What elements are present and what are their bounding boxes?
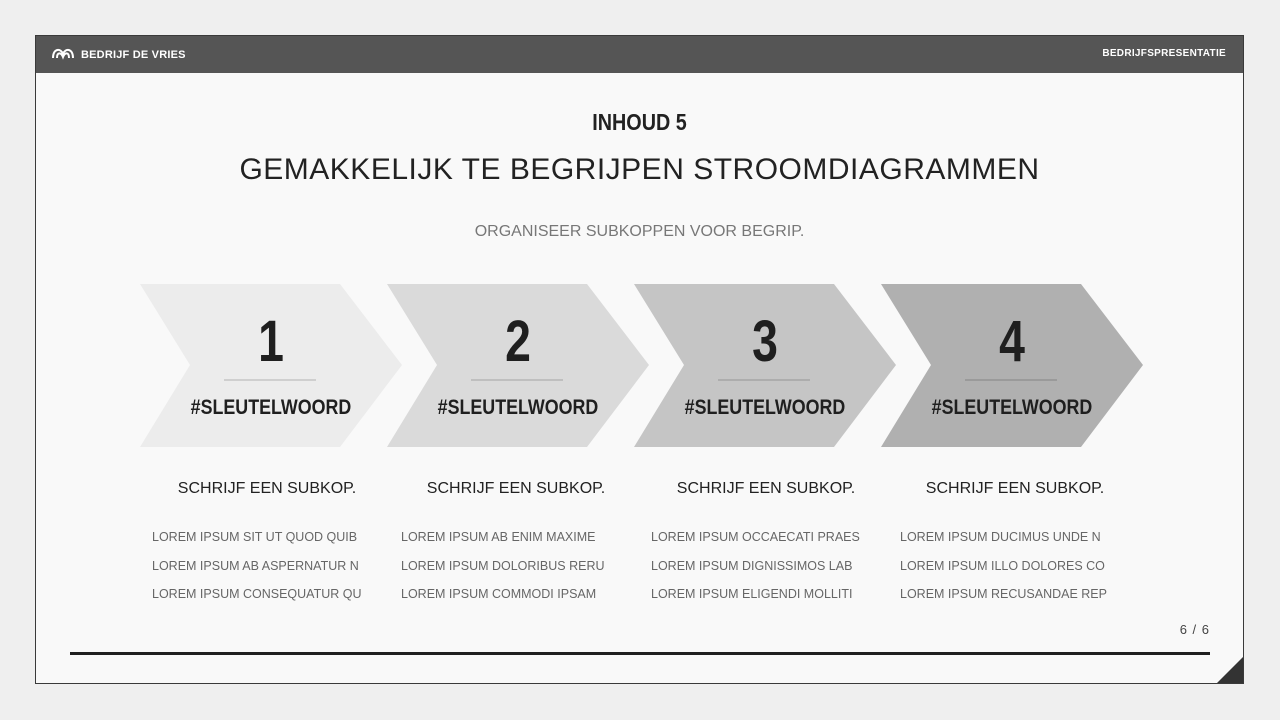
column-text-line: LOREM IPSUM COMMODI IPSAM [401,587,597,601]
column-text-line: LOREM IPSUM ELIGENDI MOLLITI [651,587,853,601]
infinity-loop-icon [51,44,75,65]
column-text-line: LOREM IPSUM ILLO DOLORES CO [900,558,1105,573]
column-subheading: SCHRIJF EEN SUBKOP. [426,480,606,497]
step-keyword: #SLEUTELWOORD [684,396,846,419]
step-keyword: #SLEUTELWOORD [190,396,352,419]
chapter-label: INHOUD 5 [592,109,687,135]
step-keyword: #SLEUTELWOORD [437,396,599,419]
column-text-line: LOREM IPSUM CONSEQUATUR QU [152,587,362,601]
flow-step-2 [387,284,649,447]
column-subheading: SCHRIJF EEN SUBKOP. [925,480,1105,497]
text-column-2 [401,480,631,609]
column-text-line: LOREM IPSUM AB ASPERNATUR N [152,558,359,573]
column-subheading: SCHRIJF EEN SUBKOP. [177,480,357,497]
slide-title: GEMAKKELIJK TE BEGRIJPEN STROOMDIAGRAMMEN [239,153,1040,186]
column-text-line: LOREM IPSUM AB ENIM MAXIME [401,530,596,544]
column-text-line: LOREM IPSUM RECUSANDAE REP [900,587,1107,601]
top-bar [36,36,1243,73]
step-divider [224,379,316,381]
flow-step-3 [634,284,896,447]
deck-label: BEDRIJFSPRESENTATIE [1102,48,1226,59]
flow-step-1 [140,284,402,447]
column-text-line: LOREM IPSUM OCCAECATI PRAES [651,530,860,544]
flow-step-4 [881,284,1143,447]
step-number: 3 [752,309,778,374]
slide [35,35,1244,684]
step-divider [471,379,563,381]
page-corner-fold [1217,657,1243,683]
column-text-line: LOREM IPSUM DIGNISSIMOS LAB [651,558,853,573]
slide-subtitle: ORGANISEER SUBKOPPEN VOOR BEGRIP. [474,223,805,240]
text-column-4 [900,480,1130,609]
column-text-line: LOREM IPSUM DUCIMUS UNDE N [900,530,1101,544]
step-number: 4 [999,309,1025,374]
step-keyword: #SLEUTELWOORD [931,396,1093,419]
page-indicator: 6 / 6 [1179,622,1210,637]
step-divider [965,379,1057,381]
column-text-line: LOREM IPSUM DOLORIBUS RERU [401,558,605,573]
brand-name: BEDRIJF DE VRIES [81,48,186,61]
text-column-1 [152,480,382,609]
brand [51,36,186,73]
step-divider [718,379,810,381]
column-text-line: LOREM IPSUM SIT UT QUOD QUIB [152,530,358,544]
column-subheading: SCHRIJF EEN SUBKOP. [676,480,856,497]
step-number: 1 [258,309,284,374]
step-number: 2 [505,309,531,374]
bottom-rule [70,652,1210,655]
text-column-3 [651,480,881,609]
